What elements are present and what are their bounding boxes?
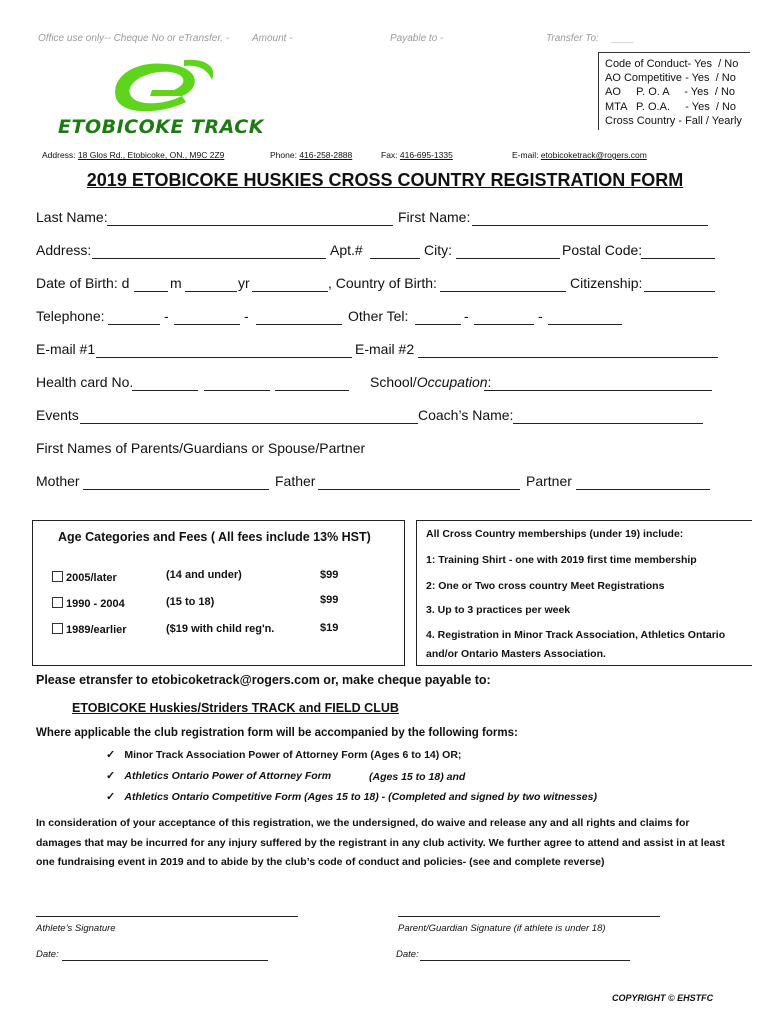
school-occupation-field[interactable] — [484, 390, 712, 391]
health-card-field-1[interactable] — [132, 390, 198, 391]
postal-code-label: Postal Code: — [562, 242, 643, 258]
dob-month-field[interactable] — [185, 291, 237, 292]
checklist-mta-poa: MTA P. O.A. - Yes / No — [605, 100, 737, 113]
events-field[interactable] — [80, 423, 418, 424]
parents-heading: First Names of Parents/Guardians or Spouse/Partner — [36, 440, 366, 456]
athlete-date-field[interactable] — [62, 960, 268, 961]
partner-field[interactable] — [576, 489, 710, 490]
health-card-label: Health card No. — [36, 374, 134, 390]
includes-box — [416, 520, 752, 666]
dob-label: Date of Birth: d — [36, 275, 130, 291]
other-tel-area-field[interactable] — [415, 324, 461, 325]
check-icon: ✓ — [106, 749, 116, 761]
city-field[interactable] — [456, 258, 560, 259]
checkbox-1989-earlier[interactable] — [52, 623, 63, 634]
first-name-label: First Name: — [398, 209, 471, 225]
dob-year-label: yr — [238, 275, 250, 291]
parent-date-field[interactable] — [420, 960, 630, 961]
father-field[interactable] — [318, 489, 520, 490]
address-field[interactable] — [92, 258, 326, 259]
fees-heading: Age Categories and Fees ( All fees include 13% HST) — [58, 530, 371, 544]
checkbox-1990-2004[interactable] — [52, 597, 63, 608]
dob-day-field[interactable] — [134, 291, 168, 292]
postal-code-field[interactable] — [641, 258, 715, 259]
includes-heading: All Cross Country memberships (under 19) include: — [426, 528, 684, 540]
telephone-label: Telephone: — [36, 308, 105, 324]
athlete-signature-field[interactable] — [36, 916, 298, 917]
copyright: COPYRIGHT © EHSTFC — [612, 993, 714, 1003]
club-name: ETOBICOKE Huskies/Striders TRACK and FIELD CLUB — [72, 701, 399, 715]
email-2-label: E-mail #2 — [355, 341, 415, 357]
checkbox-2005-later[interactable] — [52, 571, 63, 582]
contact-email: E-mail: etobicoketrack@rogers.com — [512, 150, 647, 160]
etransfer-text: Please etransfer to etobicoketrack@rogers.com or, make cheque payable to: — [36, 673, 491, 687]
parent-signature-label: Parent/Guardian Signature (if athlete is under 18) — [398, 923, 606, 934]
forms-intro: Where applicable the club registration form will be accompanied by the following forms: — [36, 727, 518, 739]
other-tel-prefix-field[interactable] — [474, 324, 534, 325]
logo-text: ETOBICOKE TRACK — [58, 116, 264, 138]
contact-address: Address: 18 Glos Rd., Etobicoke, ON., M9C 2Z9 — [42, 150, 225, 160]
check-icon: ✓ — [106, 770, 116, 782]
other-tel-dash-2: - — [538, 308, 543, 324]
address-label: Address: — [36, 242, 92, 258]
other-tel-line-field[interactable] — [548, 324, 622, 325]
dob-month-label: m — [170, 275, 182, 291]
other-tel-dash-1: - — [464, 308, 469, 324]
email-1-label: E-mail #1 — [36, 341, 96, 357]
contact-phone: Phone: 416-258-2888 — [270, 150, 353, 160]
parent-signature-field[interactable] — [398, 916, 660, 917]
club-logo — [56, 58, 264, 140]
mother-field[interactable] — [83, 489, 269, 490]
includes-item-4-cont: and/or Ontario Masters Association. — [426, 648, 606, 660]
logo-swoosh-icon — [104, 58, 224, 120]
health-card-field-2[interactable] — [204, 390, 270, 391]
fee-age-2005: (14 and under) — [166, 569, 242, 581]
other-tel-label: Other Tel: — [348, 308, 409, 324]
coach-name-field[interactable] — [513, 423, 703, 424]
parent-date-label: Date: — [396, 949, 419, 960]
includes-item-3: 3. Up to 3 practices per week — [426, 604, 571, 616]
dob-year-field[interactable] — [252, 291, 328, 292]
father-label: Father — [275, 473, 316, 489]
checklist-ao-competitive: AO Competitive - Yes / No — [605, 72, 736, 85]
citizenship-label: Citizenship: — [570, 275, 643, 291]
athlete-signature-label: Athlete’s Signature — [36, 923, 116, 934]
coach-name-label: Coach’s Name: — [418, 407, 514, 423]
telephone-dash-2: - — [244, 308, 249, 324]
form-item-1: ✓ Minor Track Association Power of Attorney Form (Ages 6 to 14) OR; — [106, 749, 462, 761]
form-item-2-ages: (Ages 15 to 18) and — [369, 771, 466, 783]
waiver-paragraph: In consideration of your acceptance of this registration, we the undersigned, do waive and release any and all rights and claims for damages that may be incurred for any injury suffered by the registrant in any club activity. We further agree to attend and assist in at least one fundraising event in 2019 and to abide by the club’s code of conduct and policies- (see and complete reverse) — [36, 817, 725, 868]
office-use-label: Office use only-- Cheque No or eTransfer. - — [38, 33, 230, 44]
telephone-dash-1: - — [164, 308, 169, 324]
fee-age-1990: (15 to 18) — [166, 596, 215, 608]
includes-item-4: 4. Registration in Minor Track Association, Athletics Ontario — [426, 629, 726, 641]
checklist-code-of-conduct: Code of Conduct- Yes / No — [605, 58, 739, 70]
form-title: 2019 ETOBICOKE HUSKIES CROSS COUNTRY REGISTRATION FORM — [86, 170, 684, 190]
fee-amount-2005: $99 — [320, 569, 339, 581]
contact-fax: Fax: 416-695-1335 — [381, 150, 453, 160]
first-name-field[interactable] — [472, 225, 708, 226]
checklist-cross-country: Cross Country - Fall / Yearly — [605, 114, 742, 127]
city-label: City: — [424, 242, 452, 258]
mother-label: Mother — [36, 473, 80, 489]
apt-label: Apt.# — [330, 242, 363, 258]
last-name-label: Last Name: — [36, 209, 108, 225]
includes-item-2: 2: One or Two cross country Meet Registrations — [426, 580, 665, 592]
email-1-field[interactable] — [96, 357, 352, 358]
apt-field[interactable] — [370, 258, 420, 259]
country-of-birth-field[interactable] — [440, 291, 566, 292]
partner-label: Partner — [526, 473, 572, 489]
checklist-ao-poa: AO P. O. A - Yes / No — [605, 86, 736, 99]
school-occupation-label: School/Occupation: — [370, 374, 492, 390]
country-of-birth-label: , Country of Birth: — [328, 275, 437, 291]
fee-row-1989[interactable]: 1989/earlier — [52, 623, 127, 636]
citizenship-field[interactable] — [644, 291, 715, 292]
fee-amount-1990: $99 — [320, 594, 339, 606]
includes-item-1: 1: Training Shirt - one with 2019 first time membership — [426, 554, 697, 566]
form-item-3: ✓ Athletics Ontario Competitive Form (Ages 15 to 18) - (Completed and signed by two witnesses) — [106, 791, 597, 803]
office-transfer-label: Transfer To: — [546, 33, 599, 44]
fee-row-1990[interactable]: 1990 - 2004 — [52, 597, 125, 610]
telephone-line-field[interactable] — [256, 324, 342, 325]
form-item-2: ✓ Athletics Ontario Power of Attorney Form — [106, 770, 332, 782]
email-2-field[interactable] — [418, 357, 718, 358]
office-transfer-blank: ____ — [612, 33, 635, 44]
events-label: Events — [36, 407, 79, 423]
fee-age-1989: ($19 with child reg'n. — [166, 623, 275, 635]
fee-amount-1989: $19 — [320, 622, 339, 634]
health-card-field-3[interactable] — [275, 390, 349, 391]
telephone-prefix-field[interactable] — [174, 324, 240, 325]
athlete-date-label: Date: — [36, 949, 59, 960]
office-amount-label: Amount - — [252, 33, 293, 44]
last-name-field[interactable] — [107, 225, 393, 226]
office-payable-label: Payable to - — [390, 33, 444, 44]
telephone-area-field[interactable] — [108, 324, 160, 325]
check-icon: ✓ — [106, 791, 116, 803]
fee-row-2005[interactable]: 2005/later — [52, 571, 117, 584]
office-checklist-box — [598, 52, 750, 130]
